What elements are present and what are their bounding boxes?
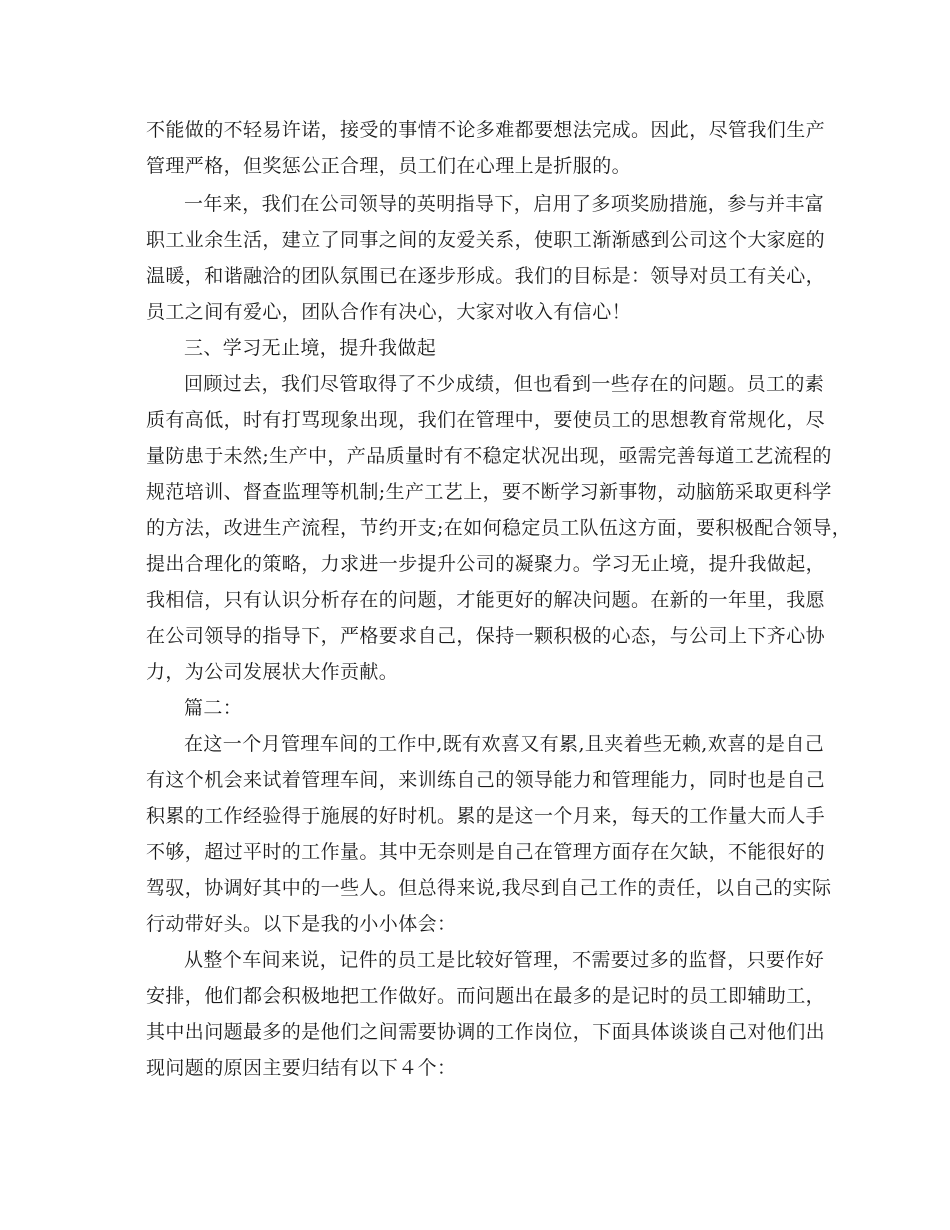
paragraph-line: 员工之间有爱心，团队合作有决心，大家对收入有信心！ xyxy=(146,301,632,323)
paragraph-line: 管理严格，但奖惩公正合理，员工们在心理上是折服的。 xyxy=(146,155,632,177)
paragraph-line: 不能做的不轻易许诺，接受的事情不论多难都要想法完成。因此，尽管我们生产 xyxy=(146,119,826,141)
paragraph-line: 温暖，和谐融洽的团队氛围已在逐步形成。我们的目标是：领导对员工有关心， xyxy=(146,265,826,287)
section-heading: 三、学习无止境，提升我做起 xyxy=(184,337,437,359)
paragraph-line: 行动带好头。以下是我的小小体会： xyxy=(146,913,457,935)
paragraph-line: 质有高低，时有打骂现象出现，我们在管理中，要使员工的思想教育常规化，尽 xyxy=(146,409,826,431)
paragraph-line: 在公司领导的指导下，严格要求自己，保持一颗积极的心态，与公司上下齐心协 xyxy=(146,625,826,647)
paragraph-line: 量防患于未然;生产中，产品质量时有不稳定状况出现，亟需完善每道工艺流程的 xyxy=(146,445,832,467)
section-heading: 篇二： xyxy=(184,697,243,719)
paragraph-line: 力，为公司发展状大作贡献。 xyxy=(146,661,399,683)
paragraph-line: 有这个机会来试着管理车间，来训练自己的领导能力和管理能力，同时也是自己 xyxy=(146,769,826,791)
paragraph-line: 职工业余生活，建立了同事之间的友爱关系，使职工渐渐感到公司这个大家庭的 xyxy=(146,229,826,251)
paragraph-line: 不够，超过平时的工作量。其中无奈则是自己在管理方面存在欠缺，不能很好的 xyxy=(146,841,826,863)
paragraph-line: 现问题的原因主要归结有以下４个： xyxy=(146,1057,457,1079)
paragraph-line: 一年来，我们在公司领导的英明指导下，启用了多项奖励措施，参与并丰富 xyxy=(184,193,825,215)
paragraph-line: 的方法，改进生产流程，节约开支;在如何稳定员工队伍这方面，要积极配合领导， xyxy=(146,517,852,539)
paragraph-line: 在这一个月管理车间的工作中,既有欢喜又有累,且夹着些无赖,欢喜的是自己 xyxy=(184,733,825,755)
paragraph-line: 安排，他们都会积极地把工作做好。而问题出在最多的是记时的员工即辅助工， xyxy=(146,985,826,1007)
paragraph-line: 规范培训、督查监理等机制;生产工艺上，要不断学习新事物，动脑筋采取更科学 xyxy=(146,481,832,503)
paragraph-line: 驾驭，协调好其中的一些人。但总得来说,我尽到自己工作的责任，以自己的实际 xyxy=(146,877,832,899)
paragraph-line: 提出合理化的策略，力求进一步提升公司的凝聚力。学习无止境，提升我做起， xyxy=(146,553,826,575)
paragraph-line: 回顾过去，我们尽管取得了不少成绩，但也看到一些存在的问题。员工的素 xyxy=(184,373,825,395)
paragraph-line: 其中出问题最多的是他们之间需要协调的工作岗位，下面具体谈谈自己对他们出 xyxy=(146,1021,826,1043)
paragraph-line: 积累的工作经验得于施展的好时机。累的是这一个月来，每天的工作量大而人手 xyxy=(146,805,826,827)
paragraph-line: 从整个车间来说，记件的员工是比较好管理，不需要过多的监督，只要作好 xyxy=(184,949,825,971)
paragraph-line: 我相信，只有认识分析存在的问题，才能更好的解决问题。在新的一年里，我愿 xyxy=(146,589,826,611)
